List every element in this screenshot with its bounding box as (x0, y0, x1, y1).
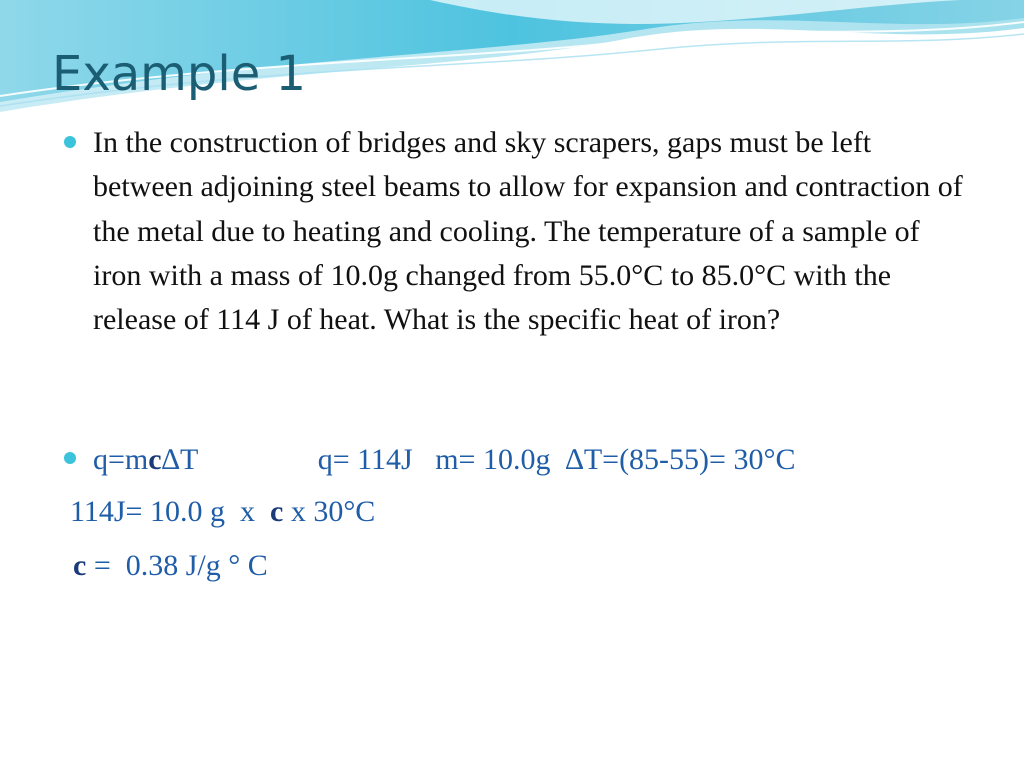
bullet-formula (64, 438, 964, 482)
formula-bold-c: c (148, 443, 162, 476)
calculation-prefix: 114J= 10.0 g x (70, 495, 270, 528)
answer-bold-c: c (73, 549, 87, 582)
formula-prefix: q=m (93, 443, 149, 476)
formula-line (93, 438, 964, 482)
answer-value: = 0.38 J/g ° C (86, 549, 268, 582)
calculation-suffix: x 30°C (283, 495, 376, 528)
formula-givens: q= 114J m= 10.0g ∆T=(85-55)= 30°C (197, 443, 796, 476)
slide-title: Example 1 (52, 46, 307, 102)
calculation-line (70, 492, 375, 532)
problem-text: In the construction of bridges and sky scrapers, gaps must be left between adjoining steel beams to allow for expansion and contraction of the metal due to heating and cooling. The temperature of a sample of iron with a mass of 10.0g changed from 55.0°C to 85.0°C with the release of 114 J of heat. What is the specific heat of iron? (93, 126, 963, 337)
calculation-bold-c: c (269, 495, 284, 528)
formula-suffix: ∆T (161, 443, 198, 476)
bullet-dot-icon (64, 136, 76, 148)
bullet-dot-icon (64, 452, 76, 464)
bullet-problem (64, 121, 964, 342)
answer-line (73, 546, 268, 586)
